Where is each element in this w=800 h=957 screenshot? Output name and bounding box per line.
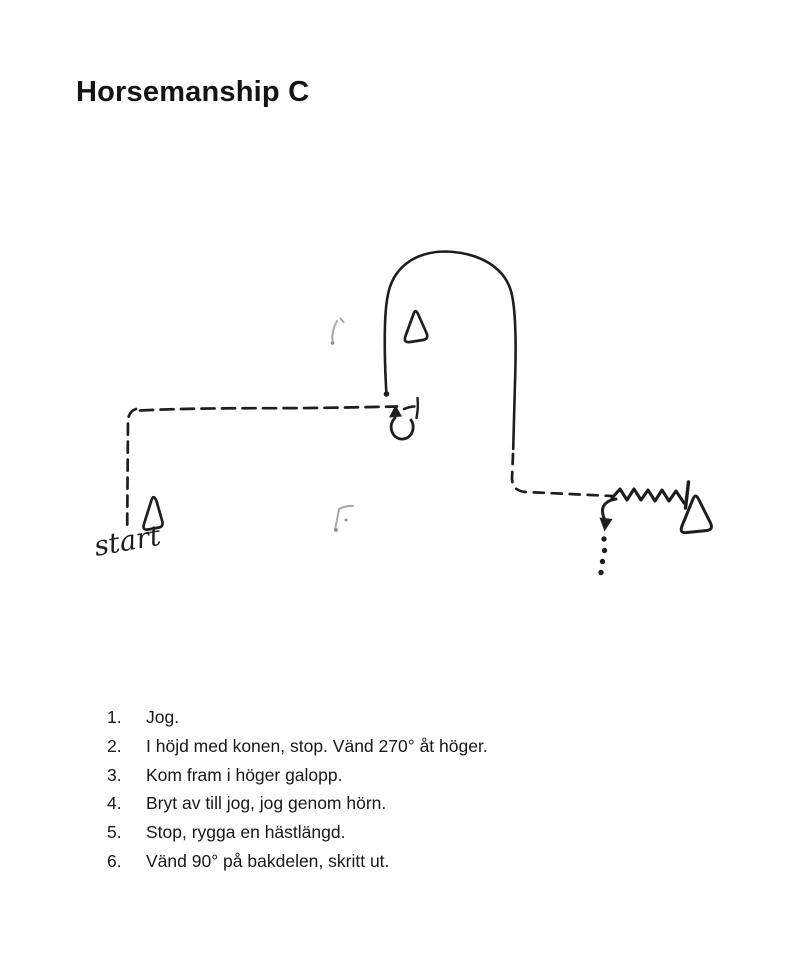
- backup-dotted-path: [598, 536, 607, 575]
- instruction-item: [107, 822, 488, 851]
- page-title: Horsemanship C: [76, 76, 310, 108]
- instruction-text: Kom fram i höger galopp.: [146, 764, 343, 785]
- turn-270-symbol: [389, 398, 418, 439]
- zigzag-path-segment: [612, 489, 684, 503]
- finish-cone-icon: [681, 482, 711, 533]
- instruction-text: Jog.: [146, 707, 180, 727]
- instruction-text: I höjd med konen, stop. Vänd 270° åt höger.: [146, 735, 488, 756]
- faint-pencil-mark-lower: [334, 506, 353, 532]
- backup-arrow-icon: [600, 499, 617, 532]
- course-dashed-path-right: [512, 454, 612, 496]
- course-loop-solid-path: [384, 252, 516, 450]
- instruction-item: [107, 765, 488, 794]
- instruction-item: [107, 736, 488, 765]
- instruction-item: [107, 707, 488, 736]
- instruction-number: 5.: [107, 822, 122, 843]
- instruction-item: [107, 851, 488, 880]
- instruction-number: 1.: [107, 707, 122, 727]
- instruction-number: 4.: [107, 793, 122, 814]
- instruction-number: 3.: [107, 764, 122, 785]
- instruction-list: [107, 707, 488, 880]
- middle-cone-icon: [405, 311, 427, 342]
- faint-pencil-mark-upper: [331, 319, 344, 345]
- instruction-item: [107, 793, 488, 822]
- instruction-number: 2.: [107, 735, 122, 756]
- course-dashed-path-left: [127, 407, 397, 528]
- instruction-text: Stop, rygga en hästlängd.: [146, 822, 346, 843]
- start-label: start: [91, 518, 164, 563]
- instruction-text: Bryt av till jog, jog genom hörn.: [146, 793, 387, 814]
- instruction-text: Vänd 90° på bakdelen, skritt ut.: [146, 850, 390, 871]
- instruction-number: 6.: [107, 850, 122, 871]
